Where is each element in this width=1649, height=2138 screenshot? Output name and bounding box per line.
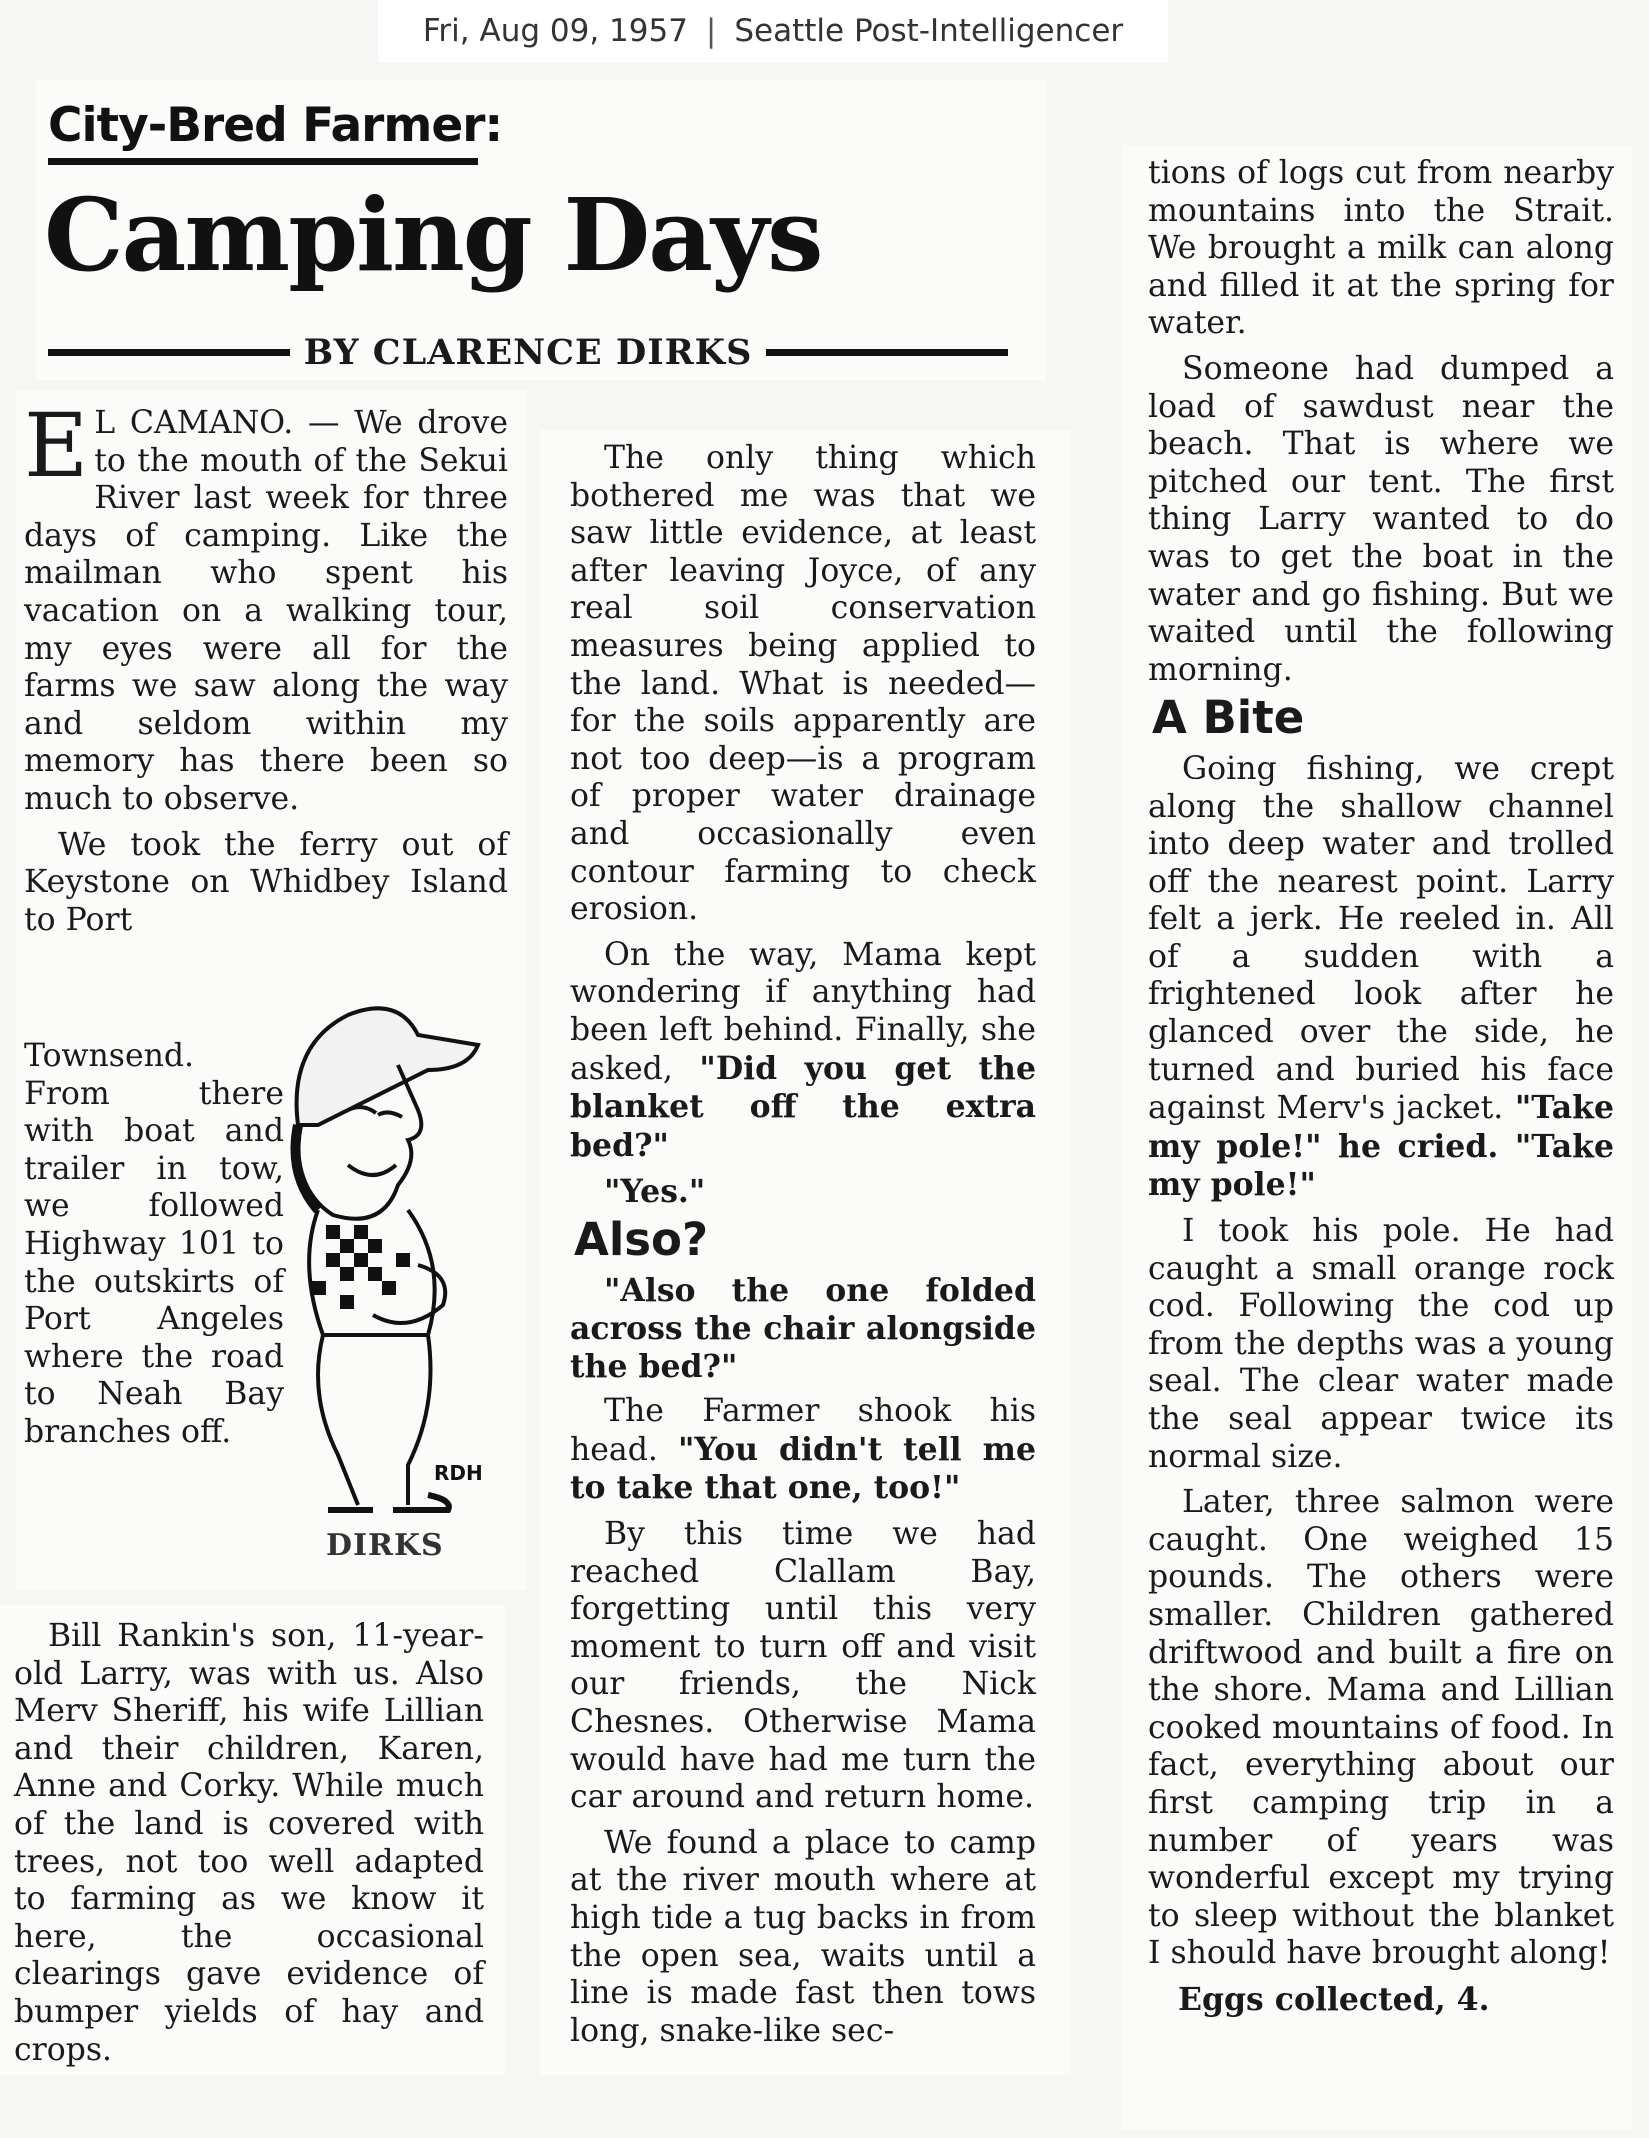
subhead-also: Also? bbox=[574, 1212, 709, 1266]
paragraph: Bill Rankin's son, 11-year-old Larry, was with us. Also Merv Sheriff, his wife Lillian and their children, Karen, Anne and Corky. While much of the land is covered with trees, not too well adapted to farming as we know it here, the occasional clearings gave evidence of bumper yields of hay and crops. bbox=[14, 1618, 484, 2068]
checked-scarf bbox=[312, 1225, 410, 1309]
subhead-a-bite: A Bite bbox=[1152, 691, 1305, 745]
paragraph-text: Going fishing, we crept along the shallow channel into deep water and trolled off the nearest point. Larry felt a jerk. He reeled in. All of a sudden with a frightened look after he glanced over the side, he turned and buried his face against Merv's jacket. bbox=[1148, 750, 1614, 1127]
paragraph: We found a place to camp at the river mouth where at high tide a tug backs in from the open sea, waits until a line is made fast then tows long, snake-like sec- bbox=[570, 1824, 1036, 2049]
paragraph: Someone had dumped a load of sawdust near the beach. That is where we pitched our tent. The first thing Larry wanted to do was to get the boat in the water and go fishing. But we waited until the following morning. bbox=[1148, 350, 1614, 688]
cartoon-credit: DIRKS bbox=[326, 1528, 444, 1563]
masthead-paper: Seattle Post-Intelligencer bbox=[734, 13, 1124, 49]
paragraph: I took his pole. He had caught a small orange rock cod. Following the cod up from the depths was a young seal. The clear water made the seal appear twice its normal size. bbox=[1148, 1213, 1614, 1475]
column-1-top bbox=[24, 394, 508, 947]
quote: "Did you get the blanket off the extra bed?" bbox=[570, 1049, 1036, 1164]
column-1-narrow: Townsend. From there with boat and trailer in tow, we followed Highway 101 to the outskirts of Port Angeles where the road to Neah Bay branches off. bbox=[24, 1038, 284, 1450]
footer-note: Eggs collected, 4. bbox=[1178, 1980, 1490, 2018]
paragraph: Later, three salmon were caught. One weighed 15 pounds. The others were smaller. Children gathered driftwood and built a fire on the shore. Mama and Lillian cooked mountains of food. In fact, everything about our first camping trip in a number of years was wonderful except my trying to sleep without the blanket I should have brought along! bbox=[1148, 1484, 1614, 1972]
masthead-separator: | bbox=[705, 13, 717, 49]
column-1-bottom bbox=[14, 1618, 484, 2077]
paragraph: We took the ferry out of Keystone on Whidbey Island to Port bbox=[24, 826, 508, 938]
cap-icon bbox=[297, 1008, 478, 1125]
byline-rule-right bbox=[766, 349, 1008, 356]
column-2 bbox=[570, 440, 1036, 2058]
masthead bbox=[378, 0, 1168, 62]
paragraph bbox=[570, 1393, 1036, 1508]
kicker-rule bbox=[48, 158, 478, 165]
paragraph: "Yes." bbox=[604, 1173, 706, 1211]
artist-signature: RDH bbox=[434, 1461, 483, 1485]
cartoon-illustration bbox=[278, 975, 508, 1535]
quote: "You didn't tell me to take that one, too!" bbox=[570, 1430, 1037, 1507]
paragraph: The only thing which bothered me was that we saw little evidence, at least after leaving Joyce, of any real soil conservation measures being applied to the land. What is needed—for the soils apparently are not too deep—is a program of proper water drainage and occasionally even contour farming to check erosion. bbox=[570, 440, 1036, 928]
quote: "Take my pole!" he cried. "Take my pole!" bbox=[1148, 1089, 1614, 1204]
masthead-date: Fri, Aug 09, 1957 bbox=[422, 13, 688, 49]
headline: Camping Days bbox=[44, 176, 822, 294]
kicker: City-Bred Farmer: bbox=[48, 98, 503, 153]
paragraph-text: On the way, Mama kept wondering if anything had been left behind. Finally, she asked, bbox=[570, 936, 1036, 1087]
byline bbox=[48, 330, 1008, 374]
paragraph: "Also the one folded across the chair alongside the bed?" bbox=[570, 1272, 1036, 1385]
drop-cap: E bbox=[24, 394, 89, 497]
paragraph bbox=[1148, 751, 1614, 1205]
paragraph bbox=[24, 394, 508, 819]
paragraph: By this time we had reached Clallam Bay, forgetting until this very moment to turn off and visit our friends, the Nick Chesnes. Otherwise Mama would have had me turn the car around and return home. bbox=[570, 1516, 1036, 1816]
byline-name: BY CLARENCE DIRKS bbox=[303, 331, 753, 373]
byline-rule-left bbox=[48, 349, 290, 356]
paragraph: tions of logs cut from nearby mountains into the Strait. We brought a milk can along and filled it at the spring for water. bbox=[1148, 155, 1614, 342]
paragraph bbox=[570, 937, 1036, 1166]
paragraph-text: L CAMANO. — We drove to the mouth of the Sekui River last week for three days of camping. Like the mailman who spent his vacation on a walking tour, my eyes were all for the farms we saw along the way and seldom within my memory has there been so much to observe. bbox=[24, 405, 508, 817]
paragraph-text: The Farmer shook his head. bbox=[570, 1393, 1036, 1468]
column-3 bbox=[1148, 155, 1614, 2027]
